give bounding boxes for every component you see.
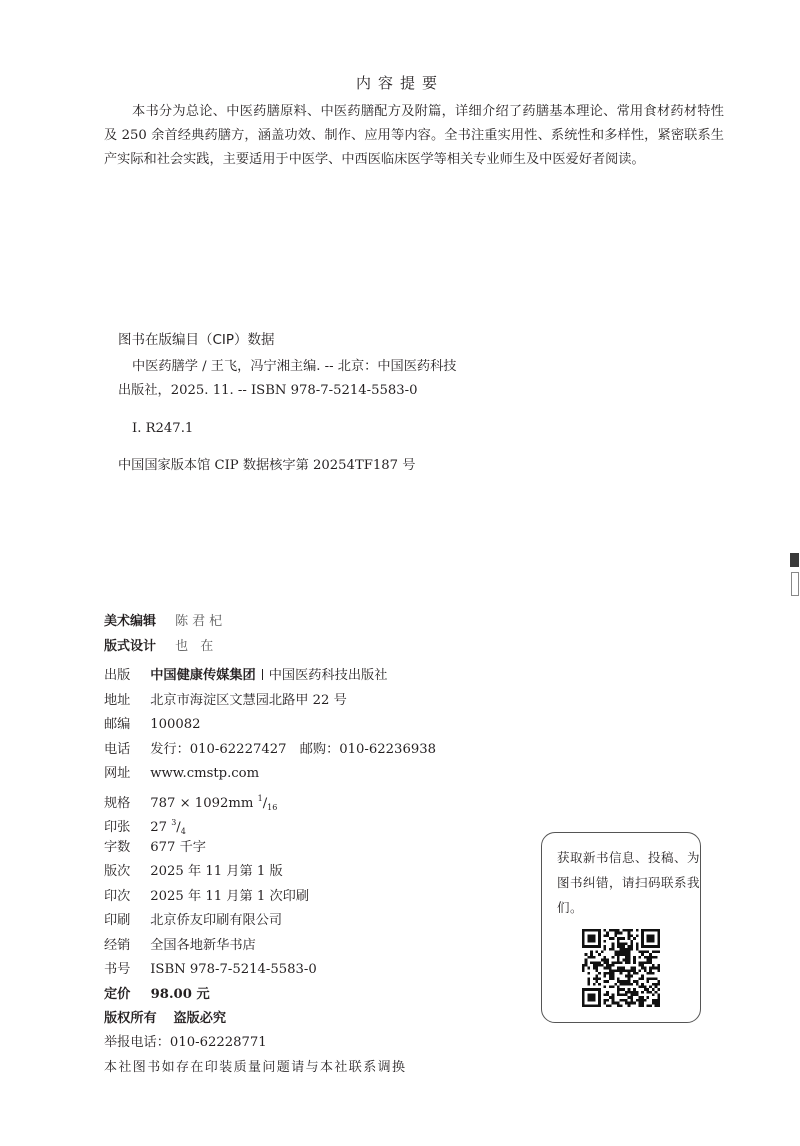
cip-approval-number: 中国国家版本馆 CIP 数据核字第 20254TF187 号: [118, 458, 416, 473]
distributor-label: 经销: [104, 937, 131, 953]
isbn-value: ISBN 978-7-5214-5583-0: [150, 962, 317, 977]
printer-label: 印刷: [104, 913, 131, 928]
printing-row: [104, 885, 436, 910]
distributor-row: [104, 934, 436, 959]
edge-tab-mark: [791, 572, 799, 596]
cip-classification: Ⅰ. R247.1: [132, 421, 194, 436]
isbn-row: [104, 958, 436, 983]
website-value: www.cmstp.com: [150, 766, 260, 781]
format-row: [104, 787, 436, 812]
format-numerator: 1: [257, 793, 263, 803]
format-label: 规格: [104, 795, 131, 811]
printer-row: [104, 909, 436, 934]
printing-label: 印次: [104, 888, 131, 904]
quality-notice: 本社图书如存在印装质量问题请与本社联系调换: [104, 1060, 407, 1075]
phone-label: 电话: [104, 741, 131, 757]
publisher-group: 中国健康传媒集团: [150, 668, 256, 683]
art-editor-value: 陈君杞: [175, 614, 227, 629]
publisher-label: 出版: [104, 668, 131, 683]
report-phone: 举报电话：010-62228771: [104, 1035, 267, 1050]
printer-value: 北京侨友印刷有限公司: [150, 913, 283, 928]
website-row: [104, 762, 436, 787]
summary-title: 内容提要: [355, 74, 444, 92]
art-editor-label: 美术编辑: [104, 614, 157, 629]
copyright-row: [104, 1007, 436, 1032]
postcode-label: 邮编: [104, 717, 131, 732]
postcode-value: 100082: [150, 717, 201, 732]
words-label: 字数: [104, 839, 131, 855]
sheets-denominator: 4: [180, 827, 186, 836]
sheets-numerator: 3: [171, 818, 177, 827]
summary-paragraph: 本书分为总论、中医药膳原料、中医药膳配方及附篇，详细介绍了药膳基本理论、常用食材药材特性及 250 余首经典药膳方，涵盖功效、制作、应用等内容。全书注重实用性、系统性和多样性，紧密联系生产实际和社会实践，主要适用于中医学、中西医临床医学等相关专业师生及中医爱好者阅读。: [104, 104, 724, 167]
publication-details: [104, 664, 436, 1032]
address-label: 地址: [104, 692, 131, 708]
address-value: 北京市海淀区文慧园北路甲 22 号: [150, 692, 347, 708]
postcode-row: [104, 713, 436, 738]
art-editor-row: [104, 610, 226, 629]
layout-design-value: 也 在: [175, 639, 218, 654]
layout-design-label: 版式设计: [104, 639, 157, 654]
publisher-name: 中国医药科技出版社: [268, 668, 388, 683]
cip-entry: 中医药膳学 / 王飞，冯宁湘主编. -- 北京：中国医药科技出版社，2025. 11. -- ISBN 978-7-5214-5583-0: [118, 359, 457, 398]
qr-panel-text: 获取新书信息、投稿、为图书纠错，请扫码联系我们。: [557, 850, 701, 915]
sheets-value: 27 $^3/_4$: [150, 818, 186, 836]
sheets-row: [104, 811, 436, 836]
edge-tab-mark: [790, 553, 799, 567]
copyright-left: 版权所有: [104, 1011, 157, 1026]
address-row: [104, 689, 436, 714]
separator-bar: [262, 669, 263, 680]
publisher-row: [104, 664, 436, 689]
words-row: [104, 836, 436, 861]
words-value: 677 千字: [150, 839, 206, 855]
phone-value: 发行：010-62227427 邮购：010-62236938: [150, 741, 437, 757]
edition-value: 2025 年 11 月第 1 版: [150, 864, 283, 879]
format-main: 787 × 1092mm: [150, 795, 254, 811]
format-denominator: 16: [267, 802, 278, 812]
distributor-value: 全国各地新华书店: [150, 937, 256, 953]
printing-value: 2025 年 11 月第 1 次印刷: [150, 888, 310, 904]
format-value: 787 × 1092mm $^1/_{16}$: [150, 793, 278, 812]
phone-row: [104, 738, 436, 763]
edition-row: [104, 860, 436, 885]
price-label: 定价: [104, 986, 131, 1002]
edition-label: 版次: [104, 864, 131, 879]
cip-heading: 图书在版编目（CIP）数据: [118, 332, 275, 348]
price-row: [104, 983, 436, 1008]
layout-design-row: [104, 635, 217, 654]
isbn-label: 书号: [104, 962, 131, 977]
copyright-right: 盗版必究: [173, 1011, 227, 1026]
website-label: 网址: [104, 766, 131, 781]
qr-code[interactable]: [582, 929, 660, 1007]
price-value: 98.00 元: [150, 986, 210, 1002]
sheets-main: 27: [150, 820, 167, 835]
sheets-label: 印张: [104, 820, 131, 835]
